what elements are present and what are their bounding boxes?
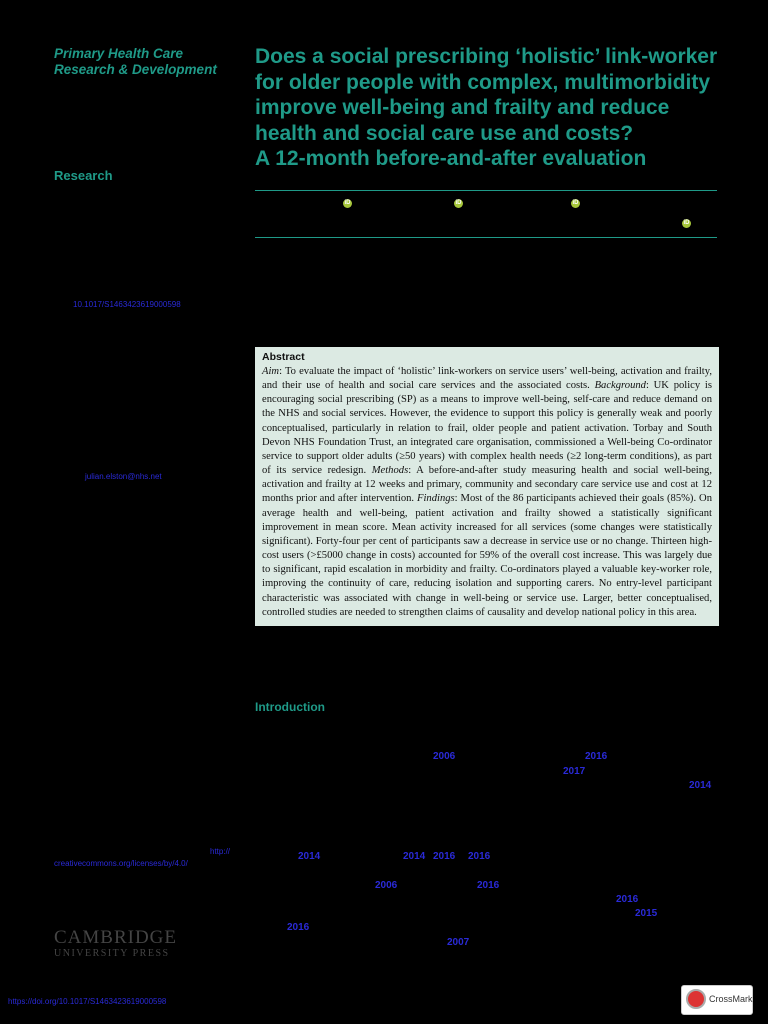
orcid-icon[interactable]: iD bbox=[683, 220, 690, 226]
orcid-icon[interactable]: iD bbox=[344, 200, 351, 206]
citation-link[interactable]: 2006 bbox=[433, 751, 456, 762]
doi-link[interactable]: 10.1017/S1463423619000598 bbox=[73, 300, 181, 309]
introduction-heading: Introduction bbox=[255, 700, 325, 714]
article-title: Does a social prescribing ‘holistic’ link-worker for older people with complex, multimorbidity improve well-being and frailty and reduce health and social care use and costs? A 12-month before-and-after evaluation bbox=[255, 45, 718, 170]
doi-footer-link[interactable]: https://doi.org/10.1017/S1463423619000598 bbox=[8, 997, 167, 1006]
license-link[interactable]: creativecommons.org/licenses/by/4.0/ bbox=[54, 859, 188, 868]
journal-name: Primary Health Care Research & Development bbox=[54, 46, 217, 77]
section-label: Research bbox=[54, 168, 113, 183]
abstract-heading: Abstract bbox=[262, 351, 305, 363]
citation-link[interactable]: 2017 bbox=[563, 766, 586, 777]
citation-link[interactable]: 2016 bbox=[287, 922, 310, 933]
citation-link[interactable]: 2016 bbox=[468, 851, 491, 862]
crossmark-label: CrossMark bbox=[709, 994, 753, 1004]
citation-link[interactable]: 2006 bbox=[375, 880, 398, 891]
crossmark-icon bbox=[686, 989, 706, 1009]
publisher-logo: CAMBRIDGE UNIVERSITY PRESS bbox=[54, 927, 178, 959]
license-link[interactable]: http:// bbox=[210, 847, 231, 856]
orcid-icon[interactable]: iD bbox=[455, 200, 462, 206]
citation-link[interactable]: 2016 bbox=[616, 894, 639, 905]
citation-link[interactable]: 2016 bbox=[477, 880, 500, 891]
citation-link[interactable]: 2014 bbox=[689, 780, 712, 791]
abstract-text: Aim: To evaluate the impact of ‘holistic’ link-workers on service users’ well-being, activation and frailty, and their use of health and social care services and the associated costs. Background: UK policy is encouraging social prescribing (SP) as a means to improve well-being, self-care and reduce demand on the NHS and social services. However, the evidence to support this policy is generally weak and poorly conceptualised, particularly in relation to frail, older people and patient activation. Torbay and South Devon NHS Foundation Trust, an integrated care organisation, commissioned a Well-being Co-ordinator service to support older adults (≥50 years) with complex health needs (≥2 long-term conditions), as part of its service redesign. Methods: A before-and-after study measuring health and social well-being, activation and frailty at 12 weeks and primary, community and secondary care service use and cost at 12 months prior and after intervention. Findings: Most of the 86 participants achieved their goals (85%). On average health and well-being, patient activation and frailty showed a statistically significant improvement in mean score. Mean activity increased for all services (some changes were statistically significant). Forty-four per cent of participants saw a decrease in service use or no change. Thirteen high-cost users (>£5000 change in costs) accounted for 59% of the overall cost increase. This was largely due to significant, rapid escalation in morbidity and frailty. Co-ordinators played a valuable key-worker role, improving the continuity of care, reducing isolation and supporting carers. No entry-level participant characteristic was associated with change in well-being or service use. Larger, better conceptualised, controlled studies are needed to strengthen claims of causality and develop national policy in this area. bbox=[262, 366, 712, 618]
citation-link[interactable]: 2014 bbox=[298, 851, 321, 862]
citation-link[interactable]: 2014 bbox=[403, 851, 426, 862]
abstract-box bbox=[255, 347, 719, 626]
citation-link[interactable]: 2016 bbox=[585, 751, 608, 762]
title-divider-bottom bbox=[255, 237, 717, 238]
crossmark-badge[interactable] bbox=[681, 985, 753, 1015]
citation-link[interactable]: 2015 bbox=[635, 908, 658, 919]
citation-link[interactable]: 2007 bbox=[447, 937, 470, 948]
citation-link[interactable]: 2016 bbox=[433, 851, 456, 862]
orcid-icon[interactable]: iD bbox=[572, 200, 579, 206]
author-email-link[interactable]: julian.elston@nhs.net bbox=[85, 472, 162, 481]
title-divider-top bbox=[255, 190, 717, 191]
